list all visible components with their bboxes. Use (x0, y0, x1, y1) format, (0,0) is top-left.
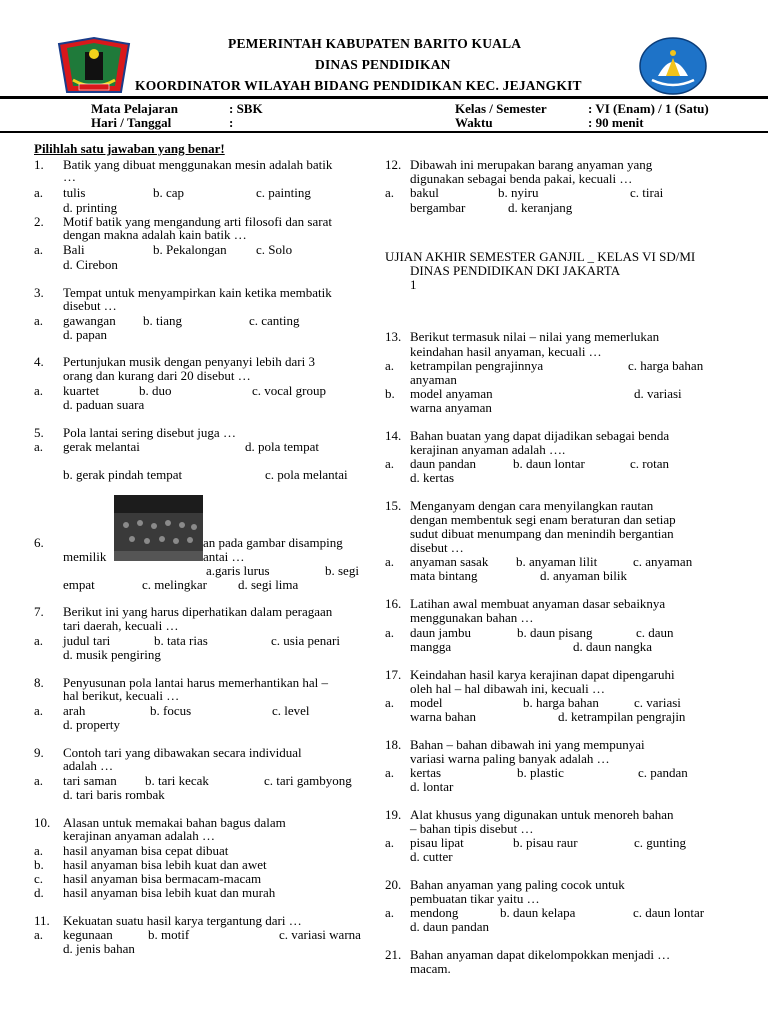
question-text-line: Batik yang dibuat menggunakan mesin adalah batik (63, 157, 333, 172)
question-text-line: 19. (385, 807, 402, 822)
question-text-line: antai … (203, 549, 245, 564)
question-text-line: d. musik pengiring (63, 647, 161, 662)
question-text-line: Menganyam dengan cara menyilangkan rautan (410, 498, 654, 513)
question-text-line: b. gerak pindah tempat (63, 467, 183, 482)
question-text-line: d. jenis bahan (63, 941, 135, 956)
question-text-line: c. daun (636, 625, 674, 640)
question-text-line: Alasan untuk memakai bahan bagus dalam (63, 815, 286, 830)
question-text-line: b. cap (153, 185, 185, 200)
question-text-line: 12. (385, 157, 402, 172)
question-text-line: 10. (34, 815, 51, 830)
question-text-line: orang dan kurang dari 20 disebut … (63, 368, 251, 383)
question-text-line: arah (63, 703, 86, 718)
question-text-line: 15. (385, 498, 402, 513)
header-department-title: DINAS PENDIDIKAN (315, 57, 451, 72)
question-text-line: d. printing (63, 200, 118, 215)
question-text-line: Contoh tari yang dibawakan secara individual (63, 745, 302, 760)
question-text-line: variasi warna paling banyak adalah … (410, 751, 610, 766)
question-text-line: c. tirai (630, 185, 664, 200)
question-text-line: model anyaman (410, 386, 493, 401)
question-text-line: hasil anyaman bisa lebih kuat dan awet (63, 857, 267, 872)
question-text-line: Latihan awal membuat anyaman dasar sebaiknya (410, 596, 666, 611)
question-text-line: kerajinan anyaman adalah … (63, 828, 215, 843)
question-text-line: a.garis lurus (206, 563, 270, 578)
question-text-line: Alat khusus yang digunakan untuk menoreh bahan (410, 807, 674, 822)
header-rule-top (0, 96, 768, 99)
question-text-line: b. tari kecak (145, 773, 209, 788)
question-text-line: d. keranjang (508, 200, 573, 215)
question-text-line: d. lontar (410, 779, 454, 794)
question-text-line: hal berikut, kecuali … (63, 688, 180, 703)
question-text-line: 3. (34, 285, 44, 300)
question-text-line: kerajinan anyaman adalah …. (410, 442, 566, 457)
question-text-line: UJIAN AKHIR SEMESTER GANJIL _ KELAS VI SD/MI (385, 249, 696, 264)
question-text-line: Dibawah ini merupakan barang anyaman yang (410, 157, 653, 172)
question-text-line: 8. (34, 675, 44, 690)
question-text-line: 16. (385, 596, 402, 611)
question-text-line: daun jambu (410, 625, 472, 640)
question-text-line: an pada gambar disamping (203, 535, 343, 550)
question-text-line: a. (385, 358, 395, 373)
question-text-line: 21. (385, 947, 402, 962)
question-text-line: b. daun pisang (517, 625, 593, 640)
question-text-line: b. harga bahan (523, 695, 599, 710)
question-text-line: dengan makna adalah kain batik … (63, 227, 247, 242)
question-text-line: tari saman (63, 773, 117, 788)
question-text-line: mata bintang (410, 568, 478, 583)
subject-label: Mata Pelajaran (91, 101, 179, 116)
question-text-line: Bahan anyaman dapat dikelompokkan menjadi … (410, 947, 671, 962)
question-text-line: a. (34, 773, 44, 788)
question-text-line: mendong (410, 905, 459, 920)
question-text-line: tari daerah, kecuali … (63, 618, 179, 633)
question-text-line: 13. (385, 329, 402, 344)
question-text-line: c. gunting (634, 835, 686, 850)
question-text-line: keindahan hasil anyaman, kecuali … (410, 344, 602, 359)
question-text-line: gawangan (63, 313, 116, 328)
question-text-line: a. (34, 242, 44, 257)
question-text-line: Penyusunan pola lantai harus memerhantikan hal – (63, 675, 328, 690)
question-text-line: hasil anyaman bisa cepat dibuat (63, 843, 229, 858)
question-text-line: 2. (34, 214, 44, 229)
question-text-line: bergambar (410, 200, 466, 215)
question-text-line: digunakan sebagai benda pakai, kecuali … (410, 171, 633, 186)
time-value: : 90 menit (588, 115, 644, 130)
question-text-line: bakul (410, 185, 439, 200)
question-text-line: d. tari baris rombak (63, 787, 165, 802)
question-text-line: Pertunjukan musik dengan penyanyi lebih dari 3 (63, 354, 316, 369)
question-text-line: a. (34, 927, 44, 942)
question-text-line: sudut dibuat menumpang dan menindih bergantian (410, 526, 674, 541)
question-text-line: c. pandan (638, 765, 688, 780)
day-date-label: Hari / Tanggal (91, 115, 172, 130)
question-text-line: c. tari gambyong (264, 773, 352, 788)
question-text-line: c. level (272, 703, 310, 718)
question-text-line: adalah … (63, 758, 114, 773)
question-text-line: c. variasi (634, 695, 681, 710)
question-text-line: DINAS PENDIDIKAN DKI JAKARTA (410, 263, 621, 278)
question-text-line: 1 (410, 277, 417, 292)
time-label: Waktu (455, 115, 493, 130)
question-text-line: 4. (34, 354, 44, 369)
question-text-line: a. (34, 383, 44, 398)
question-text-line: oleh hal – hal dibawah ini, kecuali … (410, 681, 605, 696)
question-text-line: mangga (410, 639, 452, 654)
question-text-line: d. property (63, 717, 121, 732)
question-text-line: daun pandan (410, 456, 477, 471)
question-text-line: Berikut ini yang harus diperhatikan dalam peragaan (63, 604, 333, 619)
question-text-line: d. (34, 885, 44, 900)
question-text-line: c. painting (256, 185, 311, 200)
question-text-line: a. (385, 905, 395, 920)
question-text-line: c. Solo (256, 242, 293, 257)
question-text-line: b. (34, 857, 44, 872)
question-text-line: 18. (385, 737, 402, 752)
question-text-line: disebut … (63, 298, 117, 313)
question-text-line: a. (34, 703, 44, 718)
question-text-line: kertas (410, 765, 442, 780)
question-text-line: Kekuatan suatu hasil karya tergantung dari … (63, 913, 302, 928)
question-text-line: a. (34, 843, 44, 858)
question-text-line: a. (385, 765, 395, 780)
question-text-line: Berikut termasuk nilai – nilai yang memerlukan (410, 329, 660, 344)
question-text-line: b. plastic (517, 765, 564, 780)
question-text-line: tulis (63, 185, 86, 200)
question-text-line: c. anyaman (633, 554, 693, 569)
question-text-line: c. canting (249, 313, 300, 328)
question-text-line: c. variasi warna (279, 927, 361, 942)
question-text-line: d. anyaman bilik (540, 568, 628, 583)
question-text-line: a. (385, 835, 395, 850)
question-text-line: a. (34, 313, 44, 328)
question-text-line: ketrampilan pengrajinnya (410, 358, 544, 373)
question-text-line: a. (385, 554, 395, 569)
question-text-line: b. nyiru (498, 185, 539, 200)
question-text-line: Bahan buatan yang dapat dijadikan sebagai benda (410, 428, 670, 443)
question-text-line: 9. (34, 745, 44, 760)
question-text-line: – bahan tipis disebut … (410, 821, 534, 836)
question-text-line: Tempat untuk menyampirkan kain ketika membatik (63, 285, 332, 300)
question-text-line: b. tata rias (154, 633, 208, 648)
question-text-line: c. daun lontar (633, 905, 705, 920)
question-text-line: c. melingkar (142, 577, 207, 592)
question-text-line: anyaman sasak (410, 554, 489, 569)
question-text-line: Bahan anyaman yang paling cocok untuk (410, 877, 625, 892)
question-text-line: 7. (34, 604, 44, 619)
question-text-line: d. variasi (634, 386, 682, 401)
question-text-line: d. kertas (410, 470, 455, 485)
question-text-line: b. motif (148, 927, 190, 942)
question-text-line: b. daun lontar (513, 456, 585, 471)
header-rule-bottom (0, 131, 768, 133)
question-text-line: c. pola melantai (265, 467, 348, 482)
question-text-line: c. (34, 871, 44, 886)
question-text-line: d. daun pandan (410, 919, 490, 934)
question-text-line: 1. (34, 157, 44, 172)
question-text-line: 14. (385, 428, 402, 443)
question-text-line: a. (34, 185, 44, 200)
question-text-line: d. papan (63, 327, 108, 342)
question-text-line: b. anyaman lilit (516, 554, 598, 569)
question-text-line: … (63, 169, 76, 184)
question-text-line: c. vocal group (252, 383, 327, 398)
question-text-line: Pola lantai sering disebut juga … (63, 425, 236, 440)
question-text-line: b. focus (150, 703, 192, 718)
question-text-line: gerak melantai (63, 439, 140, 454)
question-text-line: a. (34, 633, 44, 648)
class-semester-label: Kelas / Semester (455, 101, 547, 116)
question-text-line: memilik (63, 549, 107, 564)
question-text-line: warna bahan (410, 709, 477, 724)
question-text-line: d. daun nangka (573, 639, 653, 654)
question-text-line: kegunaan (63, 927, 113, 942)
day-date-value: : (229, 115, 234, 130)
question-text-line: a. (385, 695, 395, 710)
dance-formation-photo (114, 495, 203, 561)
header-coordinator-title: KOORDINATOR WILAYAH BIDANG PENDIDIKAN KEC. JEJANGKIT (135, 78, 582, 93)
question-text-line: b. segi (325, 563, 359, 578)
question-text-line: dengan membentuk segi enam beraturan dan setiap (410, 512, 676, 527)
question-text-line: a. (385, 456, 395, 471)
question-text-line: b. pisau raur (513, 835, 578, 850)
question-text-line: menggunakan bahan … (410, 610, 534, 625)
question-text-line: d. Cirebon (63, 257, 118, 272)
question-text-line: d. cutter (410, 849, 453, 864)
question-text-line: 17. (385, 667, 402, 682)
question-text-line: 6. (34, 535, 44, 550)
question-text-line: b. daun kelapa (500, 905, 576, 920)
question-text-line: Bali (63, 242, 85, 257)
question-text-line: judul tari (63, 633, 111, 648)
tut-wuri-handayani-logo-icon (638, 36, 708, 96)
question-text-line: macam. (410, 961, 451, 976)
question-text-line: c. rotan (630, 456, 669, 471)
question-text-line: d. segi lima (238, 577, 299, 592)
class-semester-value: : VI (Enam) / 1 (Satu) (588, 101, 709, 116)
question-text-line: hasil anyaman bisa bermacam-macam (63, 871, 262, 886)
question-text-line: b. tiang (143, 313, 182, 328)
question-text-line: d. paduan suara (63, 397, 145, 412)
question-text-line: a. (34, 439, 44, 454)
question-text-line: Motif batik yang mengandung arti filosofi dan sarat (63, 214, 332, 229)
question-text-line: b. Pekalongan (153, 242, 227, 257)
question-text-line: a. (385, 625, 395, 640)
question-text-line: 5. (34, 425, 44, 440)
header-government-title: PEMERINTAH KABUPATEN BARITO KUALA (228, 36, 522, 51)
question-text-line: hasil anyaman bisa lebih kuat dan murah (63, 885, 276, 900)
question-text-line: 11. (34, 913, 50, 928)
question-text-line: b. (385, 386, 395, 401)
question-text-line: Keindahan hasil karya kerajinan dapat dipengaruhi (410, 667, 675, 682)
question-text-line: model (410, 695, 443, 710)
question-text-line: pembuatan tikar yaitu … (410, 891, 540, 906)
question-text-line: 20. (385, 877, 402, 892)
question-text-line: empat (63, 577, 95, 592)
instruction: Pilihlah satu jawaban yang benar! (34, 141, 225, 156)
question-text-line: anyaman (410, 372, 457, 387)
question-text-line: Bahan – bahan dibawah ini yang mempunyai (410, 737, 645, 752)
question-text-line: disebut … (410, 540, 464, 555)
question-text-line: d. ketrampilan pengrajin (558, 709, 686, 724)
question-text-line: d. pola tempat (245, 439, 320, 454)
question-text-line: c. usia penari (271, 633, 340, 648)
question-text-line: b. duo (139, 383, 172, 398)
question-text-line: a. (385, 185, 395, 200)
question-text-line: c. harga bahan (628, 358, 704, 373)
subject-value: : SBK (229, 101, 263, 116)
question-text-line: kuartet (63, 383, 100, 398)
question-text-line: warna anyaman (410, 400, 492, 415)
regency-emblem-icon (55, 36, 133, 94)
question-text-line: pisau lipat (410, 835, 464, 850)
